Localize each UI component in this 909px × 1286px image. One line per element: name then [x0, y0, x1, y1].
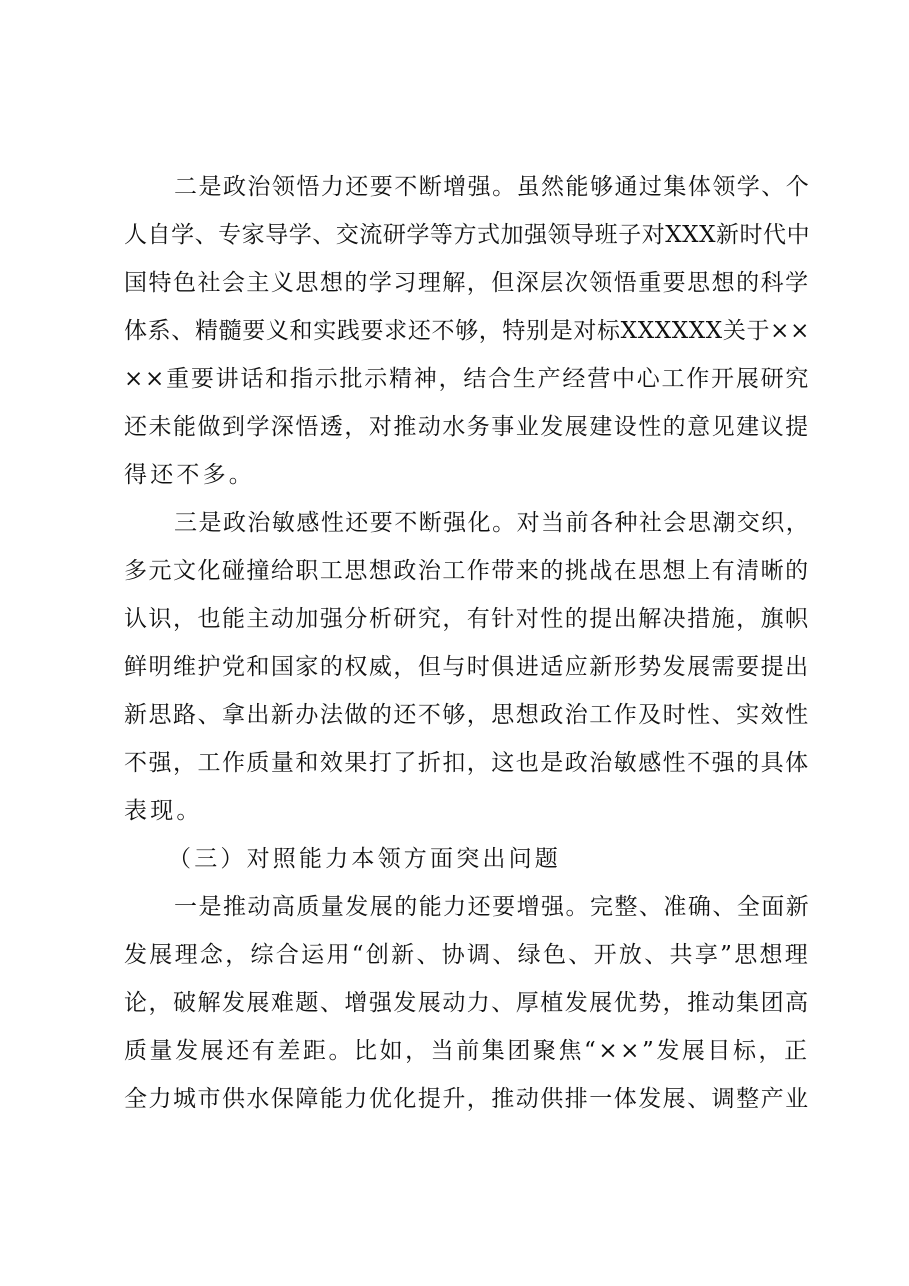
paragraph-line: 一是推动高质量发展的能力还要增强。完整、准确、全面新: [174, 894, 811, 920]
paragraph-line: ××重要讲话和指示批示精神，结合生产经营中心工作开展研究: [124, 366, 811, 392]
paragraph-line: 认识，也能主动加强分析研究，有针对性的提出解决措施，旗帜: [124, 606, 810, 632]
paragraph-line: 表现。: [124, 798, 203, 824]
paragraph-line: 多元文化碰撞给职工思想政治工作带来的挑战在思想上有清晰的: [124, 558, 810, 584]
paragraph-line: 发展理念，综合运用“创新、协调、绿色、开放、共享”思想理: [124, 942, 811, 968]
paragraph-line: 论，破解发展难题、增强发展动力、厚植发展优势，推动集团高: [124, 990, 810, 1016]
paragraph-line: 还未能做到学深悟透，对推动水务事业发展建设性的意见建议提: [124, 414, 810, 440]
paragraph-line: 质量发展还有差距。比如，当前集团聚焦“××”发展目标，正: [124, 1038, 810, 1064]
paragraph-line: 三是政治敏感性还要不断强化。对当前各种社会思潮交织，: [174, 510, 811, 536]
paragraph-line: 体系、精髓要义和实践要求还不够，特别是对标XXXXXX关于××: [124, 318, 810, 344]
paragraph-line: 新思路、拿出新办法做的还不够，思想政治工作及时性、实效性: [124, 702, 810, 728]
paragraph-line: 全力城市供水保障能力优化提升，推动供排一体发展、调整产业: [124, 1086, 810, 1112]
paragraph-line: 不强，工作质量和效果打了折扣，这也是政治敏感性不强的具体: [124, 750, 810, 776]
paragraph-line: 人自学、专家导学、交流研学等方式加强领导班子对XXX新时代中: [124, 222, 811, 248]
paragraph-line: 二是政治领悟力还要不断增强。虽然能够通过集体领学、个: [174, 174, 811, 200]
section-heading: （三）对照能力本领方面突出问题: [168, 846, 561, 872]
paragraph-line: 鲜明维护党和国家的权威，但与时俱进适应新形势发展需要提出: [124, 654, 810, 680]
paragraph-line: 国特色社会主义思想的学习理解，但深层次领悟重要思想的科学: [124, 270, 810, 296]
paragraph-line: 得还不多。: [124, 462, 255, 488]
